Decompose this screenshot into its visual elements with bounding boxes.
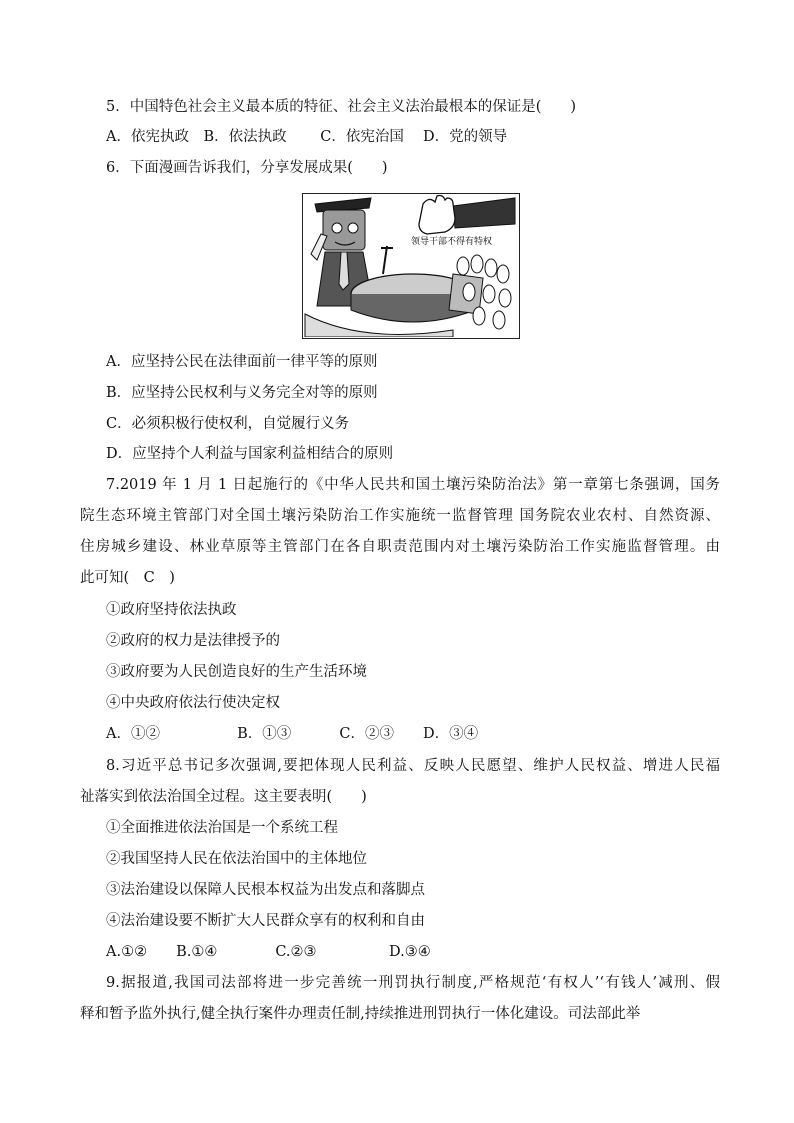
q7-options: A．①② B．①③ C．②③ D．③④ — [106, 726, 479, 742]
q7-item-2: ②政府的权力是法律授予的 — [106, 633, 280, 649]
q8-item-4: ④法治建设要不断扩大人民群众享有的权利和自由 — [106, 913, 425, 929]
q7-stem-line-4: 此可知( C ) — [80, 570, 175, 586]
q6-option-b: B．应坚持公民权利与义务完全对等的原则 — [106, 385, 378, 401]
q8-stem-line-1: 8.习近平总书记多次强调,要把体现人民利益、反映人民愿望、维护人民权益、增进人民福 — [106, 758, 720, 774]
q6-cartoon-image — [302, 193, 520, 339]
q6-option-c: C．必须积极行使权利，自觉履行义务 — [106, 416, 350, 432]
q8-stem-line-2: 祉落实到依法治国全过程。这主要表明( ) — [80, 789, 367, 805]
q7-item-3: ③政府要为人民创造良好的生产生活环境 — [106, 664, 367, 680]
q8-item-1: ①全面推进依法治国是一个系统工程 — [106, 820, 338, 836]
q7-stem-line-1: 7.2019 年 1 月 1 日起施行的《中华人民共和国土壤污染防治法》第一章第七条强调，国务 — [106, 477, 720, 493]
cartoon-caption: 领导干部不得有特权 — [411, 237, 493, 247]
q8-options: A.①② B.①④ C.②③ D.③④ — [106, 944, 431, 960]
q6-stem: 6．下面漫画告诉我们，分享发展成果( ) — [106, 160, 388, 176]
q6-option-d: D．应坚持个人利益与国家利益相结合的原则 — [106, 446, 394, 462]
q9-stem-line-1: 9.据报道,我国司法部将进一步完善统一刑罚执行制度,严格规范‘有权人’‘有钱人’减刑、假 — [106, 975, 720, 991]
q7-item-4: ④中央政府依法行使决定权 — [106, 695, 280, 711]
q8-item-3: ③法治建设以保障人民根本权益为出发点和落脚点 — [106, 882, 425, 898]
q7-item-1: ①政府坚持依法执政 — [106, 602, 237, 618]
q5-stem: 5．中国特色社会主义最本质的特征、社会主义法治最根本的保证是( ) — [106, 99, 577, 115]
q5-options: A．依宪执政 B．依法执政 C．依宪治国 D．党的领导 — [106, 129, 508, 145]
q7-stem-line-3: 住房城乡建设、林业草原等主管部门在各自职责范围内对土壤污染防治工作实施监督管理。由 — [80, 539, 720, 555]
q8-item-2: ②我国坚持人民在依法治国中的主体地位 — [106, 851, 367, 867]
q9-stem-line-2: 释和暂予监外执行,健全执行案件办理责任制,持续推进刑罚执行一体化建设。司法部此举 — [80, 1006, 641, 1022]
q6-option-a: A．应坚持公民在法律面前一律平等的原则 — [106, 354, 378, 370]
cartoon-drawing — [303, 194, 518, 337]
q7-stem-line-2: 院生态环境主管部门对全国土壤污染防治工作实施统一监督管理 国务院农业农村、自然资源、 — [80, 508, 720, 524]
